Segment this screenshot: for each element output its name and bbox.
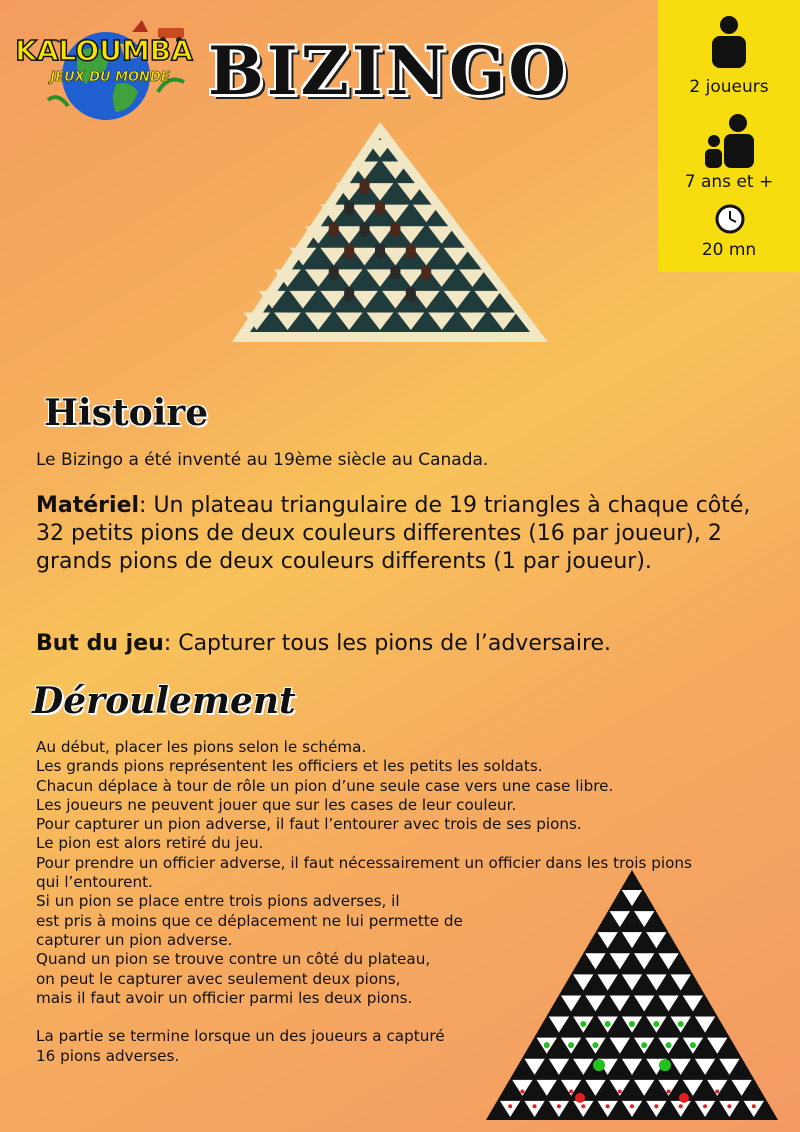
red-piece bbox=[667, 1090, 671, 1094]
green-piece bbox=[629, 1021, 635, 1027]
photo-piece bbox=[329, 223, 339, 237]
green-piece bbox=[580, 1021, 586, 1027]
duration-text: 20 mn bbox=[701, 240, 757, 260]
red-piece bbox=[654, 1104, 658, 1108]
materiel-text: Un plateau triangulaire de 19 triangles à chaque côté, 32 petits pions de deux couleurs differentes (16 par joueur), 2 grands pions de deux couleurs differents (1 par joueur). bbox=[36, 493, 751, 574]
red-piece bbox=[606, 1104, 610, 1108]
green-piece bbox=[641, 1042, 647, 1048]
red-piece bbox=[752, 1104, 756, 1108]
photo-piece bbox=[329, 266, 339, 280]
clock-icon bbox=[715, 204, 745, 234]
players-text: 2 joueurs bbox=[689, 77, 769, 97]
photo-piece bbox=[406, 287, 416, 301]
photo-piece bbox=[406, 244, 416, 258]
green-piece bbox=[605, 1021, 611, 1027]
red-piece bbox=[679, 1104, 683, 1108]
board-diagram-image bbox=[486, 870, 778, 1120]
histoire-heading: Histoire bbox=[44, 392, 209, 434]
red-piece bbox=[557, 1104, 561, 1108]
histoire-text: Le Bizingo a été inventé au 19ème siècle au Canada. bbox=[36, 450, 489, 470]
age-text: 7 ans et + bbox=[684, 172, 774, 192]
photo-piece bbox=[390, 223, 400, 237]
photo-piece bbox=[375, 201, 385, 215]
rule-line: Le pion est alors retiré du jeu. bbox=[36, 834, 264, 853]
board-photo-image bbox=[230, 120, 550, 345]
green-piece bbox=[568, 1042, 574, 1048]
materiel-paragraph bbox=[36, 492, 776, 576]
red-officer bbox=[679, 1093, 689, 1103]
red-piece bbox=[533, 1104, 537, 1108]
rule-line: est pris à moins que ce déplacement ne lui permette de bbox=[36, 911, 463, 930]
rule-line: mais il faut avoir un officier parmi les deux pions. bbox=[36, 988, 413, 1007]
green-piece bbox=[544, 1042, 550, 1048]
rule-line: Pour capturer un pion adverse, il faut l’entourer avec trois de ses pions. bbox=[36, 815, 582, 834]
green-piece bbox=[653, 1021, 659, 1027]
rule-line: Pour prendre un officier adverse, il faut nécessairement un officier dans les trois pions bbox=[36, 853, 692, 872]
green-piece bbox=[666, 1042, 672, 1048]
rule-line: Les grands pions représentent les officiers et les petits les soldats. bbox=[36, 757, 543, 776]
goal-separator: : bbox=[163, 631, 179, 656]
rule-line: 16 pions adverses. bbox=[36, 1046, 180, 1065]
rule-line: La partie se termine lorsque un des joueurs a capturé bbox=[36, 1027, 445, 1046]
red-piece bbox=[630, 1104, 634, 1108]
globe-icon bbox=[8, 14, 198, 122]
photo-piece bbox=[360, 223, 370, 237]
adult-child-icon bbox=[704, 114, 756, 168]
green-piece bbox=[592, 1042, 598, 1048]
photo-piece bbox=[375, 244, 385, 258]
deroulement-heading: Déroulement bbox=[32, 680, 296, 722]
rule-line: capturer un pion adverse. bbox=[36, 930, 233, 949]
red-piece bbox=[715, 1090, 719, 1094]
red-piece bbox=[508, 1104, 512, 1108]
green-officer bbox=[659, 1059, 671, 1071]
goal-text: Capturer tous les pions de l’adversaire. bbox=[178, 631, 612, 656]
rule-line: qui l’entourent. bbox=[36, 873, 153, 892]
photo-piece bbox=[344, 201, 354, 215]
red-piece bbox=[581, 1104, 585, 1108]
red-officer bbox=[575, 1093, 585, 1103]
red-piece bbox=[569, 1090, 573, 1094]
board-diagram bbox=[486, 870, 778, 1124]
photo-piece bbox=[360, 180, 370, 194]
red-piece bbox=[618, 1090, 622, 1094]
board-photo bbox=[230, 120, 550, 349]
rule-line: Quand un pion se trouve contre un côté du plateau, bbox=[36, 950, 431, 969]
photo-piece bbox=[390, 266, 400, 280]
red-piece bbox=[703, 1104, 707, 1108]
kaloumba-logo bbox=[8, 14, 198, 122]
rule-line: Au début, placer les pions selon le schéma. bbox=[36, 738, 367, 756]
green-officer bbox=[593, 1059, 605, 1071]
photo-piece bbox=[344, 287, 354, 301]
red-piece bbox=[727, 1104, 731, 1108]
person-icon bbox=[710, 16, 748, 68]
red-piece bbox=[520, 1090, 524, 1094]
green-piece bbox=[690, 1042, 696, 1048]
materiel-separator: : bbox=[139, 493, 154, 518]
goal-paragraph bbox=[36, 630, 776, 658]
logo-name: KALOUMBA bbox=[15, 34, 193, 67]
rule-line: on peut le capturer avec seulement deux pions, bbox=[36, 969, 401, 988]
green-piece bbox=[678, 1021, 684, 1027]
goal-label: But du jeu bbox=[36, 631, 164, 656]
materiel-label: Matériel bbox=[36, 493, 140, 518]
info-box bbox=[658, 0, 800, 272]
rule-line: Les joueurs ne peuvent jouer que sur les cases de leur couleur. bbox=[36, 795, 517, 814]
logo-subtitle: JEUX DU MONDE bbox=[50, 70, 170, 85]
photo-piece bbox=[421, 266, 431, 280]
photo-piece bbox=[344, 244, 354, 258]
rule-line: Chacun déplace à tour de rôle un pion d’une seule case vers une case libre. bbox=[36, 776, 614, 795]
rule-line: Si un pion se place entre trois pions adverses, il bbox=[36, 892, 400, 911]
game-title: BIZINGO bbox=[208, 32, 569, 110]
